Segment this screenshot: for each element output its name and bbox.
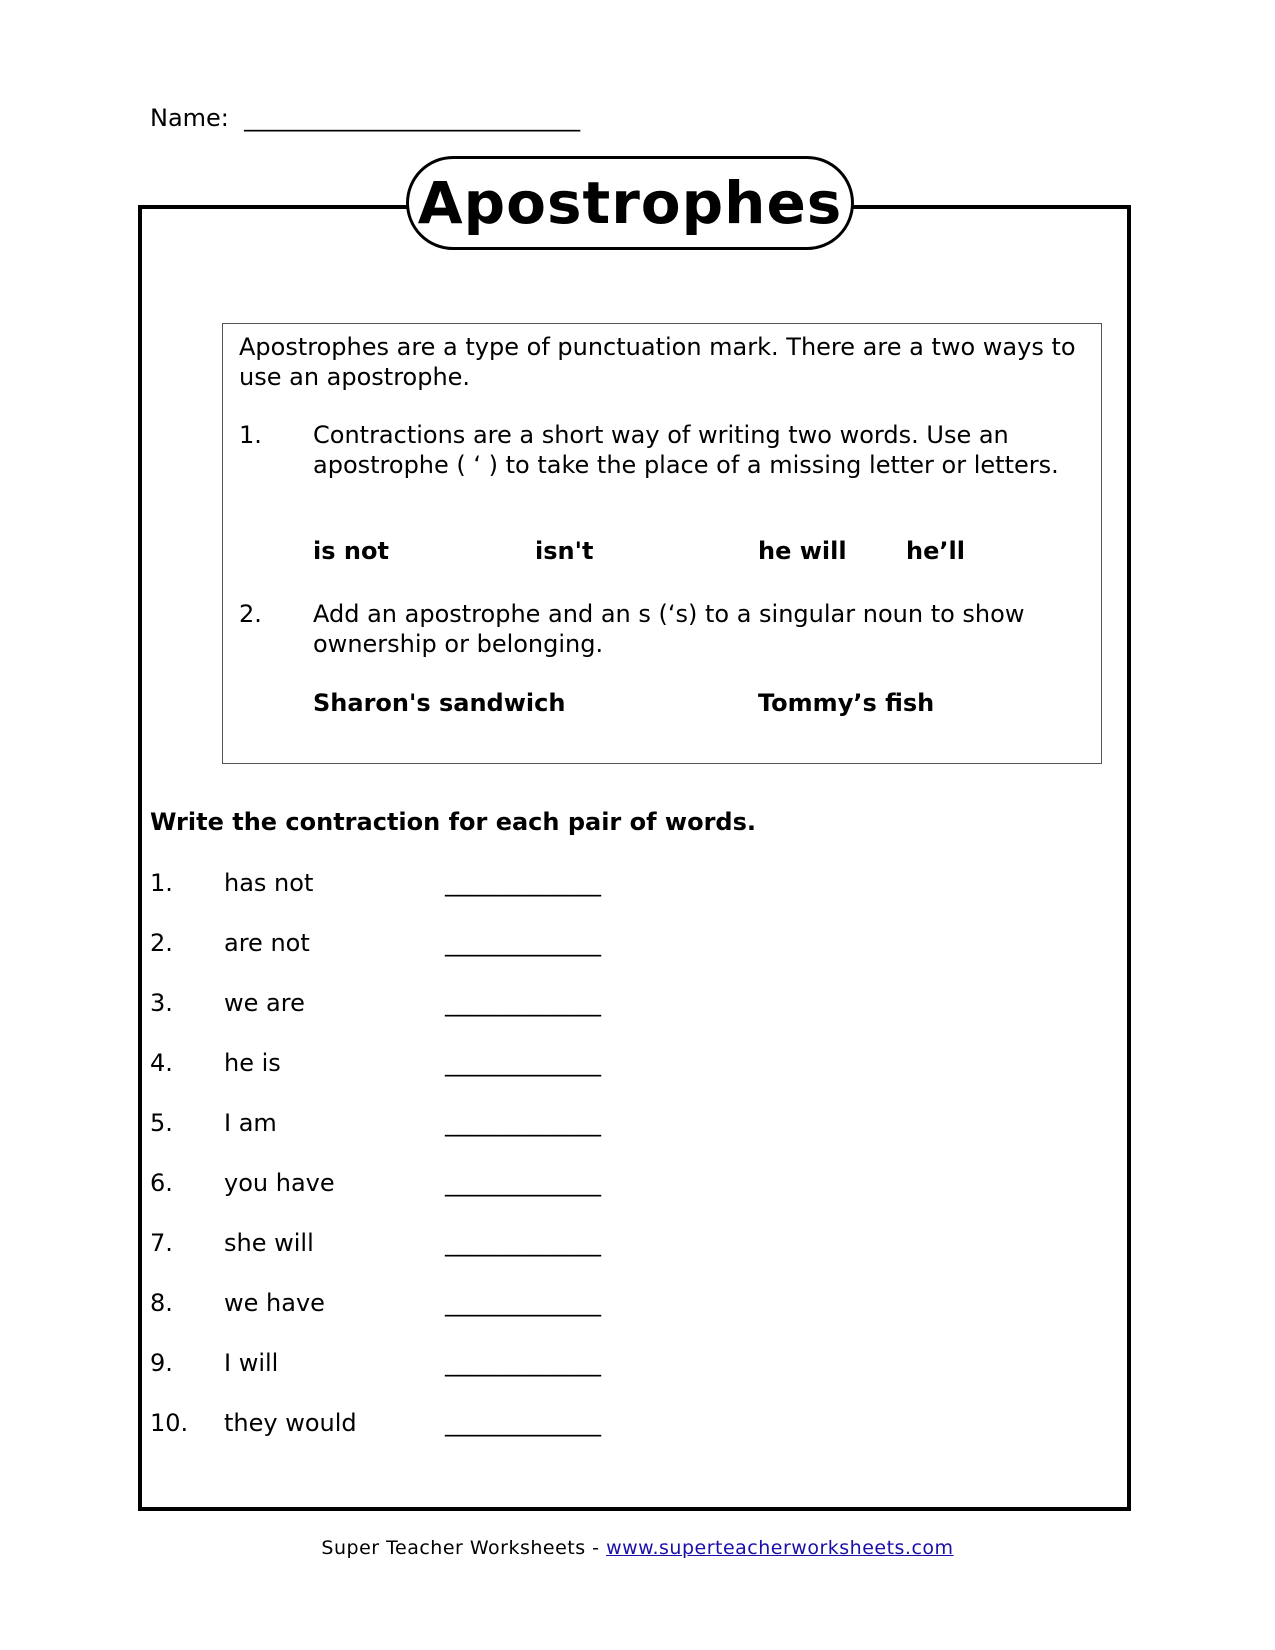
question-row [150, 1288, 710, 1318]
answer-blank[interactable]: _____________ [445, 1109, 601, 1137]
question-words: we are [224, 989, 305, 1017]
page-title: Apostrophes [406, 156, 854, 250]
answer-blank[interactable]: _____________ [445, 989, 601, 1017]
name-field [150, 104, 580, 132]
answer-blank[interactable]: _____________ [445, 1049, 601, 1077]
question-words: we have [224, 1289, 325, 1317]
answer-blank[interactable]: _____________ [445, 1229, 601, 1257]
question-row [150, 868, 710, 898]
question-words: are not [224, 929, 310, 957]
answer-blank[interactable]: _____________ [445, 1169, 601, 1197]
question-row [150, 1228, 710, 1258]
footer-link[interactable]: www.superteacherworksheets.com [606, 1537, 954, 1559]
question-number: 7. [150, 1229, 173, 1257]
question-number: 10. [150, 1409, 189, 1437]
question-number: 5. [150, 1109, 173, 1137]
example-hell: he’ll [906, 537, 965, 565]
example-is-not: is not [313, 537, 389, 565]
point-2-number: 2. [239, 600, 262, 628]
example-he-will: he will [758, 537, 847, 565]
question-words: has not [224, 869, 314, 897]
question-row [150, 1108, 710, 1138]
question-row [150, 1348, 710, 1378]
footer [0, 1537, 1275, 1559]
question-words: they would [224, 1409, 357, 1437]
question-words: I am [224, 1109, 277, 1137]
footer-text: Super Teacher Worksheets - [321, 1537, 607, 1559]
point-2-text: Add an apostrophe and an s (‘s) to a singular noun to show ownership or belonging. [313, 600, 1025, 658]
name-label: Name: [150, 104, 229, 132]
question-number: 8. [150, 1289, 173, 1317]
question-number: 2. [150, 929, 173, 957]
answer-blank[interactable]: _____________ [445, 1289, 601, 1317]
instruction-heading: Write the contraction for each pair of words. [150, 808, 756, 836]
answer-blank[interactable]: _____________ [445, 1409, 601, 1437]
example-tommys-fish: Tommy’s fish [758, 689, 935, 717]
intro-text: Apostrophes are a type of punctuation mark. There are a two ways to use an apostrophe. [239, 333, 1076, 391]
question-number: 3. [150, 989, 173, 1017]
example-sharons-sandwich: Sharon's sandwich [313, 689, 566, 717]
question-words: I will [224, 1349, 279, 1377]
question-row [150, 928, 710, 958]
point-1-number: 1. [239, 421, 262, 449]
name-blank[interactable]: ____________________________ [244, 104, 581, 132]
point-1-text: Contractions are a short way of writing two words. Use an apostrophe ( ‘ ) to take the place of a missing letter or letters. [313, 421, 1059, 479]
question-row [150, 1168, 710, 1198]
question-number: 1. [150, 869, 173, 897]
question-row [150, 988, 710, 1018]
info-box [222, 323, 1102, 764]
question-number: 4. [150, 1049, 173, 1077]
question-words: you have [224, 1169, 335, 1197]
question-words: she will [224, 1229, 314, 1257]
example-isnt: isn't [535, 537, 594, 565]
question-number: 6. [150, 1169, 173, 1197]
question-row [150, 1408, 710, 1438]
question-words: he is [224, 1049, 281, 1077]
answer-blank[interactable]: _____________ [445, 869, 601, 897]
question-number: 9. [150, 1349, 173, 1377]
question-row [150, 1048, 710, 1078]
answer-blank[interactable]: _____________ [445, 1349, 601, 1377]
answer-blank[interactable]: _____________ [445, 929, 601, 957]
